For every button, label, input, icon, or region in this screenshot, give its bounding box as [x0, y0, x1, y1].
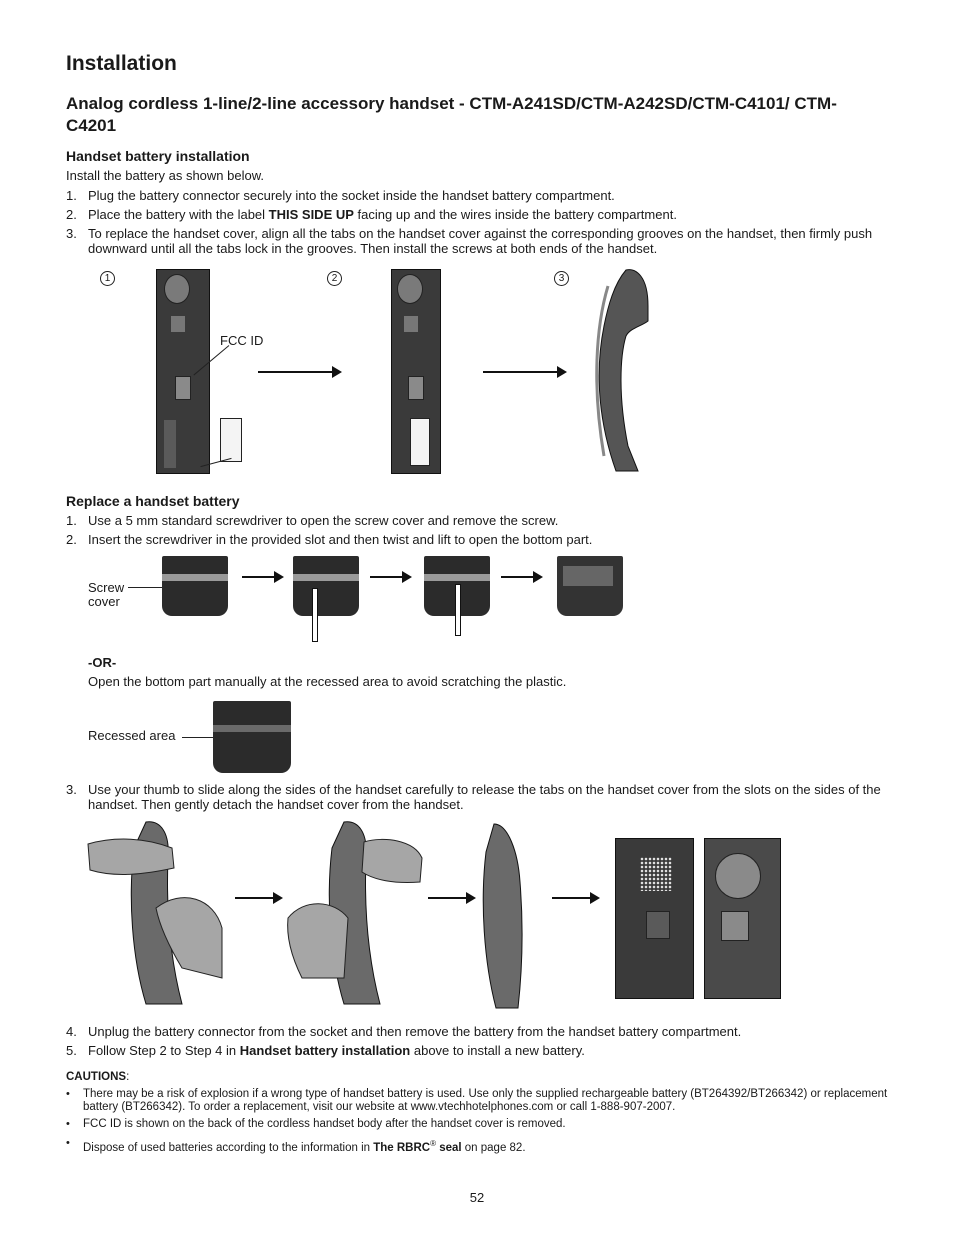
- arrow-icon: [242, 576, 282, 578]
- replace-step-3: Use your thumb to slide along the sides of the handset carefully to release the tabs on the handset cover from the slots on the sides of the handset. Then gently detach the handset cover from the handset.: [88, 782, 881, 812]
- step-marker: 2: [327, 271, 342, 286]
- step-marker: 3: [554, 271, 569, 286]
- handset-bottom-illustration: [162, 556, 228, 616]
- step-number: 1.: [66, 188, 77, 203]
- step-number: 3.: [66, 782, 77, 797]
- arrow-icon: [258, 371, 340, 373]
- step-number: 4.: [66, 1024, 77, 1039]
- screwdriver-icon: [312, 588, 318, 642]
- recessed-area-label: Recessed area: [88, 728, 176, 743]
- arrow-icon: [428, 897, 474, 899]
- hands-detach-illustration: [86, 818, 226, 1010]
- page-title: Installation: [66, 52, 177, 75]
- bullet-icon: •: [66, 1088, 70, 1100]
- caution-item-2: FCC ID is shown on the back of the cordless handset body after the handset cover is removed.: [83, 1118, 566, 1130]
- arrow-icon: [501, 576, 541, 578]
- arrow-icon: [370, 576, 410, 578]
- open-bottom-illustration: [557, 556, 623, 616]
- replace-step-5: Follow Step 2 to Step 4 in Handset battery installation above to install a new battery.: [88, 1043, 585, 1058]
- or-divider: -OR-: [88, 655, 117, 670]
- arrow-icon: [552, 897, 598, 899]
- replace-step-2: Insert the screwdriver in the provided slot and then twist and lift to open the bottom part.: [88, 532, 593, 547]
- arrow-icon: [235, 897, 281, 899]
- step-number: 5.: [66, 1043, 77, 1058]
- hands-detach-illustration: [284, 818, 424, 1010]
- section-title: Analog cordless 1-line/2-line accessory handset - CTM-A241SD/CTM-A242SD/CTM-C4101/ CTM-C4201: [66, 94, 837, 135]
- handset-bottom-illustration: [293, 556, 359, 616]
- install-step-3: To replace the handset cover, align all the tabs on the handset cover against the corresponding grooves on the handset, then firmly push downward until all the tabs lock in the grooves. Then install the screws at both ends of the handset.: [88, 226, 873, 256]
- step-number: 1.: [66, 513, 77, 528]
- detached-cover-illustration: [478, 822, 528, 1012]
- cover-label: cover: [88, 594, 120, 609]
- handset-cover-back-illustration: [615, 838, 694, 999]
- step-number: 2.: [66, 207, 77, 222]
- caution-item-1: There may be a risk of explosion if a wrong type of handset battery is used. Use only the supplied rechargeable battery (BT264392/BT266342) or replacement battery (BT266342). To order a replacement, visit our website at www.vtechhotelphones.com or call 1-888-907-2007.: [83, 1088, 888, 1113]
- recessed-area-illustration: [213, 701, 291, 773]
- install-step-2: Place the battery with the label THIS SIDE UP facing up and the wires inside the battery compartment.: [88, 207, 677, 222]
- step-marker: 1: [100, 271, 115, 286]
- caution-item-3: Dispose of used batteries according to the information in The RBRC® seal on page 82.: [83, 1139, 526, 1154]
- arrow-icon: [483, 371, 565, 373]
- install-step-1: Plug the battery connector securely into the socket inside the handset battery compartment.: [88, 188, 615, 203]
- battery-illustration: [220, 418, 242, 462]
- step-number: 2.: [66, 532, 77, 547]
- handset-open-back-illustration: [704, 838, 781, 999]
- alt-instruction: Open the bottom part manually at the recessed area to avoid scratching the plastic.: [88, 674, 567, 689]
- handset-cover-illustration: [578, 266, 656, 476]
- page-number: 52: [469, 1190, 485, 1205]
- step-number: 3.: [66, 226, 77, 241]
- bullet-icon: •: [66, 1137, 70, 1149]
- replace-step-1: Use a 5 mm standard screwdriver to open the screw cover and remove the screw.: [88, 513, 559, 528]
- replace-battery-heading: Replace a handset battery: [66, 493, 240, 509]
- handset-back-illustration: [391, 269, 441, 474]
- screwdriver-icon: [455, 584, 461, 636]
- replace-step-4: Unplug the battery connector from the socket and then remove the battery from the handset battery compartment.: [88, 1024, 742, 1039]
- fcc-id-label: FCC ID: [220, 333, 264, 348]
- screw-label: Screw: [88, 580, 125, 595]
- battery-install-heading: Handset battery installation: [66, 148, 250, 164]
- handset-back-illustration: [156, 269, 210, 474]
- battery-install-intro: Install the battery as shown below.: [66, 168, 265, 183]
- cautions-heading: CAUTIONS:: [66, 1071, 130, 1083]
- bullet-icon: •: [66, 1118, 70, 1130]
